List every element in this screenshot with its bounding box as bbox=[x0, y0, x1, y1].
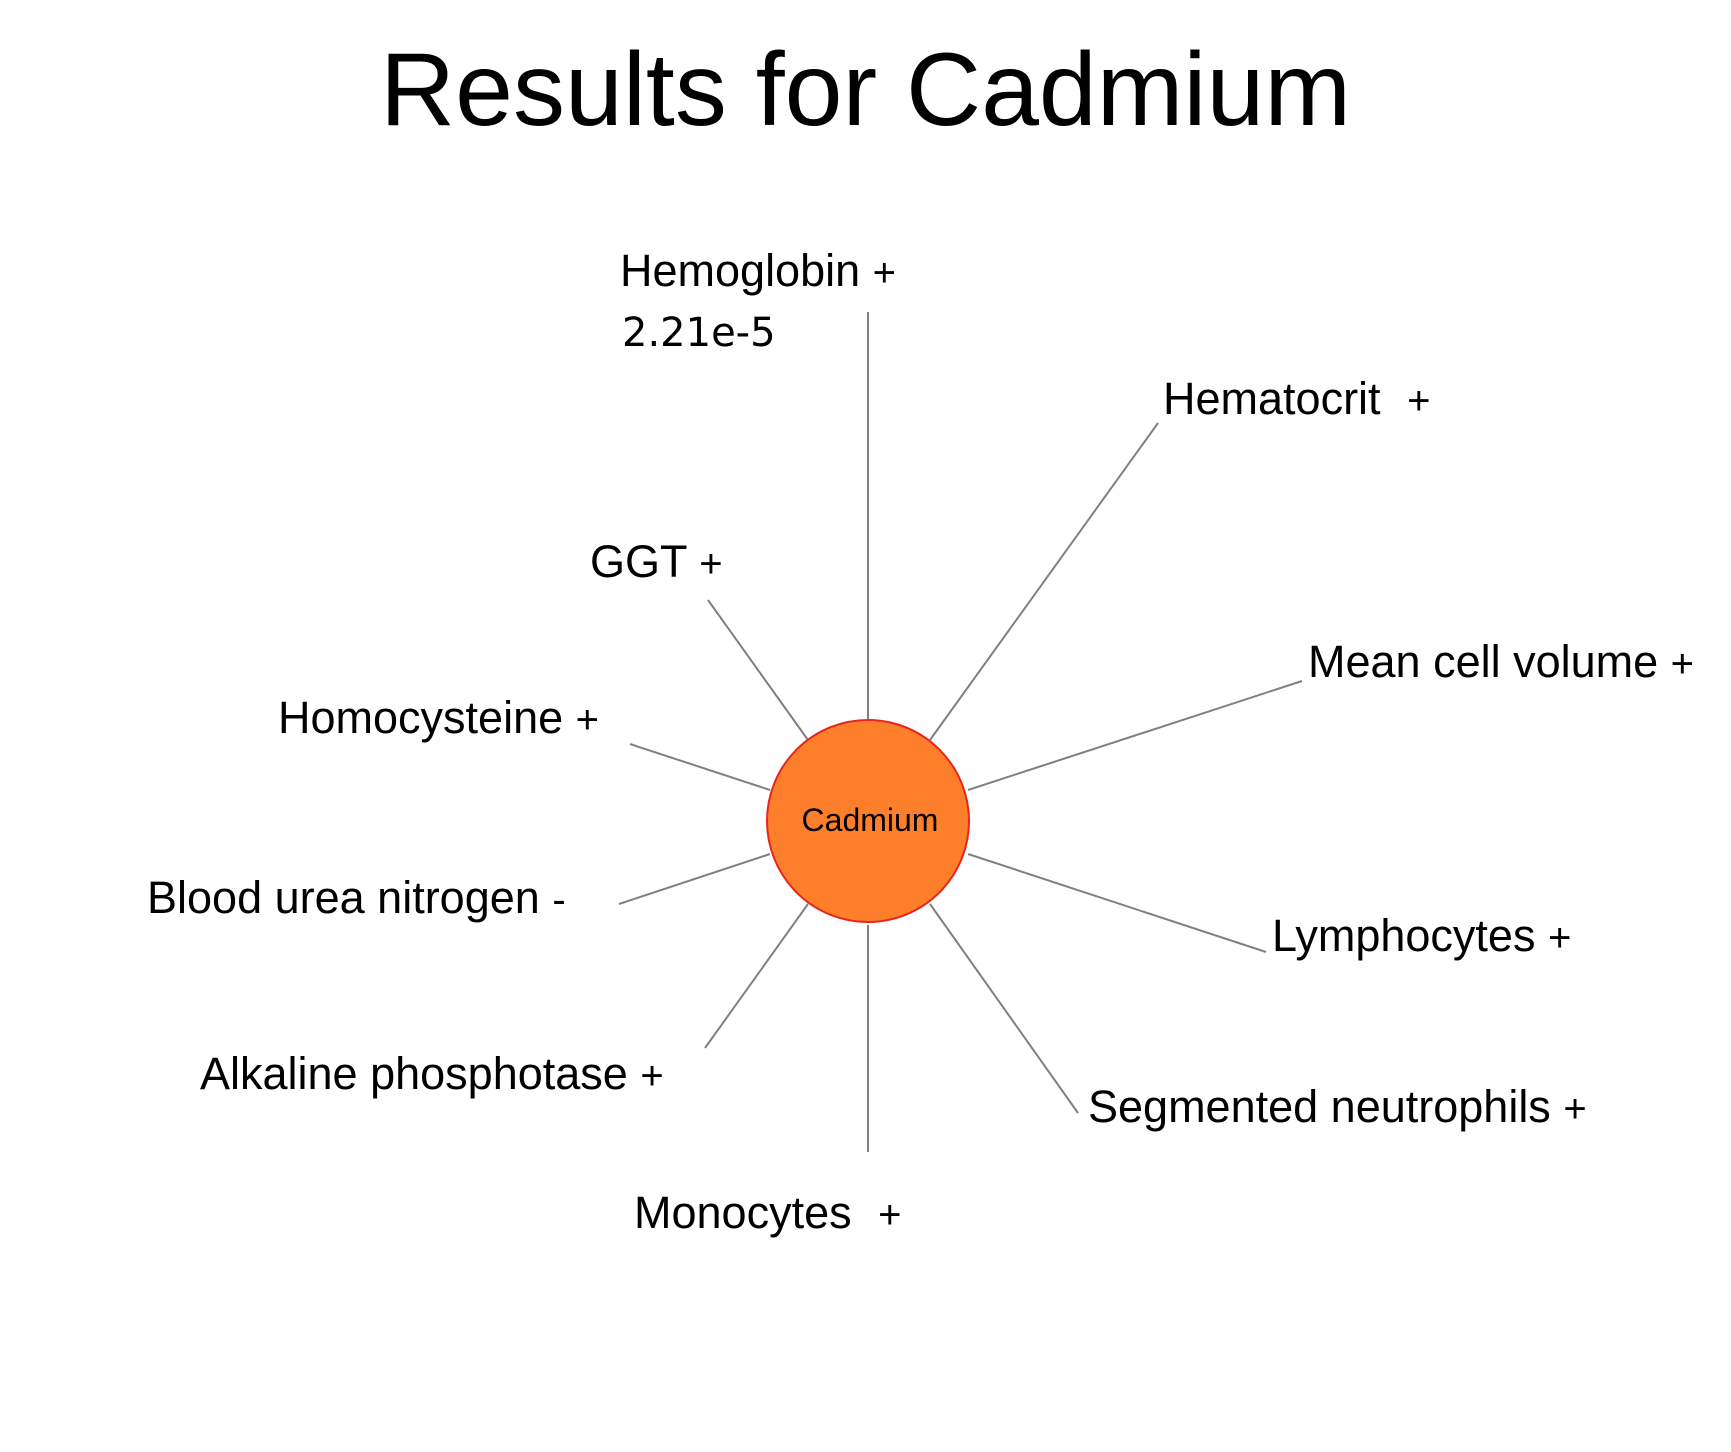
label-blood-urea-nitrogen-sign: - bbox=[552, 878, 566, 922]
label-monocytes-sign: + bbox=[878, 1193, 902, 1237]
label-hemoglobin-pvalue: 2.21e-5 bbox=[622, 310, 776, 356]
diagram-title: Results for Cadmium bbox=[380, 32, 1351, 148]
label-mean-cell-volume bbox=[1308, 636, 1694, 690]
label-ggt-sign: + bbox=[699, 542, 723, 586]
label-homocysteine bbox=[278, 692, 599, 746]
connector-blood-urea-nitrogen bbox=[619, 854, 770, 904]
label-segmented-neutrophils bbox=[1088, 1081, 1587, 1135]
connector-alkaline-phosphotase bbox=[705, 904, 808, 1048]
connector-lymphocytes bbox=[968, 854, 1266, 952]
label-hemoglobin bbox=[620, 245, 896, 299]
label-ggt bbox=[590, 536, 723, 590]
cadmium-node-label: Cadmium bbox=[801, 802, 939, 838]
label-homocysteine-name: Homocysteine bbox=[278, 692, 564, 743]
label-alkaline-phosphotase-name: Alkaline phosphotase bbox=[200, 1048, 628, 1099]
label-lymphocytes-sign: + bbox=[1547, 916, 1572, 960]
label-lymphocytes-name: Lymphocytes bbox=[1272, 910, 1536, 961]
label-hematocrit-sign: + bbox=[1407, 379, 1431, 423]
label-hemoglobin-sign: + bbox=[872, 251, 897, 295]
label-blood-urea-nitrogen bbox=[147, 872, 566, 926]
label-hematocrit-name: Hematocrit bbox=[1163, 373, 1381, 424]
label-alkaline-phosphotase bbox=[200, 1048, 664, 1102]
label-homocysteine-sign: + bbox=[575, 698, 599, 742]
label-segmented-neutrophils-sign: + bbox=[1563, 1087, 1587, 1131]
connector-mean-cell-volume bbox=[968, 681, 1302, 790]
label-mean-cell-volume-name: Mean cell volume bbox=[1308, 636, 1659, 687]
label-alkaline-phosphotase-sign: + bbox=[640, 1054, 664, 1098]
connector-homocysteine bbox=[630, 744, 770, 790]
label-hemoglobin-name: Hemoglobin bbox=[620, 245, 861, 296]
label-blood-urea-nitrogen-name: Blood urea nitrogen bbox=[147, 872, 540, 923]
connector-ggt bbox=[708, 600, 808, 740]
label-monocytes-name: Monocytes bbox=[634, 1187, 852, 1238]
connector-hematocrit bbox=[930, 423, 1158, 740]
label-segmented-neutrophils-name: Segmented neutrophils bbox=[1088, 1081, 1551, 1132]
connector-segmented-neutrophils bbox=[930, 904, 1078, 1113]
label-lymphocytes bbox=[1272, 910, 1571, 964]
label-hematocrit bbox=[1163, 373, 1430, 427]
label-ggt-name: GGT bbox=[590, 536, 687, 587]
label-monocytes bbox=[634, 1187, 901, 1241]
label-mean-cell-volume-sign: + bbox=[1670, 642, 1695, 686]
